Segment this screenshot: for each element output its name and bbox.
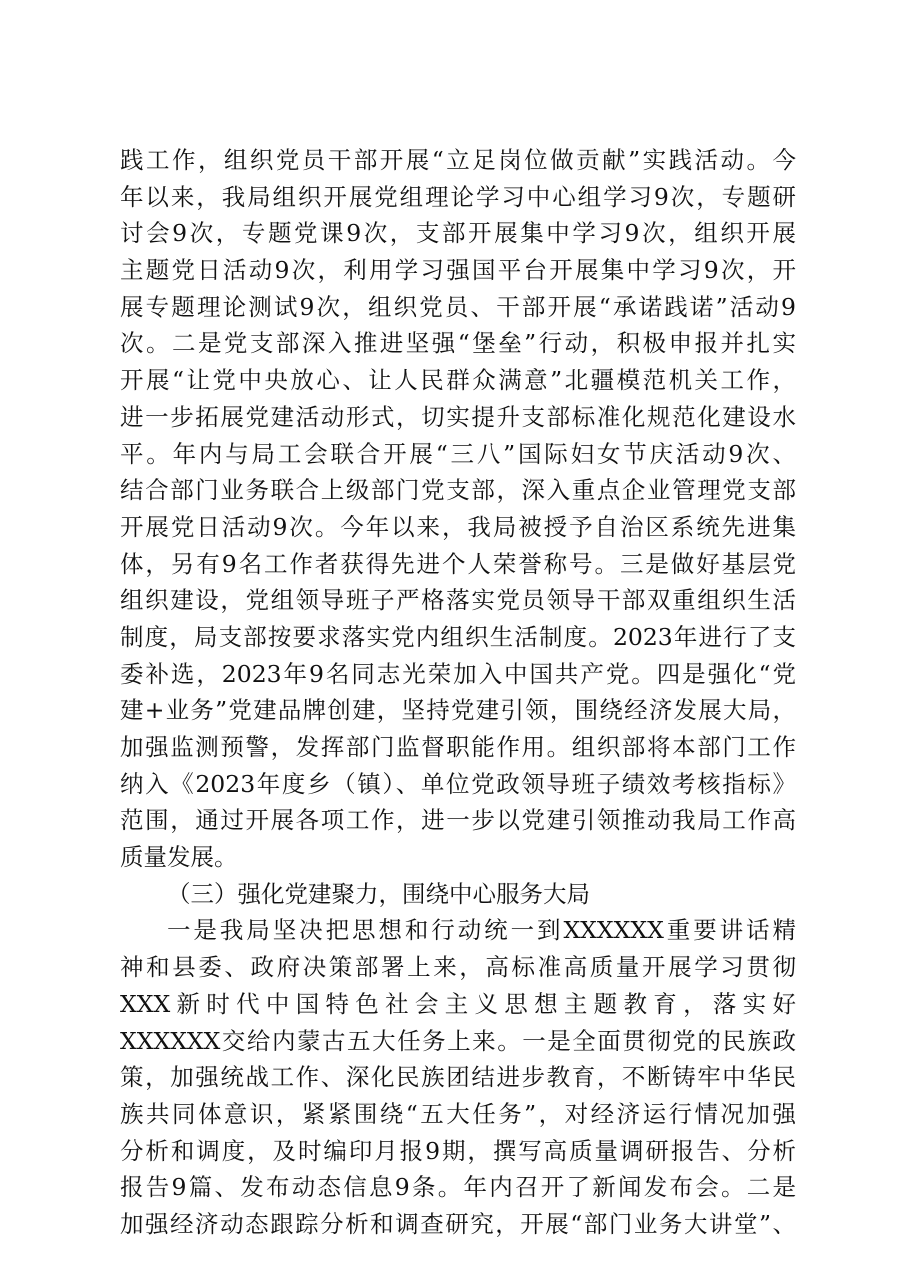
text-line: 践工作，组织党员干部开展“立足岗位做贡献”实践活动。今 (120, 146, 796, 174)
text-line: 神和县委、政府决策部署上来，高标准高质量开展学习贯彻 (120, 953, 796, 982)
text-line: 开展“让党中央放心、让人民群众满意”北疆模范机关工作， (120, 366, 796, 395)
text-line: 进一步拓展党建活动形式，切实提升支部标准化规范化建设水 (120, 402, 796, 431)
text-line: 展专题理论测试9次，组织党员、干部开展“承诺践诺”活动9 (120, 292, 796, 321)
text-line: 次。二是党支部深入推进坚强“堡垒”行动，积极申报并扎实 (120, 329, 796, 358)
text-line: 加强经济动态跟踪分析和调查研究，开展“部门业务大讲堂”、 (120, 1209, 796, 1238)
text-line: 建+业务”党建品牌创建，坚持党建引领，围绕经济发展大局， (120, 696, 796, 725)
text-line: 纳入《2023年度乡（镇）、单位党政领导班子绩效考核指标》 (120, 769, 796, 798)
text-line: 平。年内与局工会联合开展“三八”国际妇女节庆活动9次、 (120, 439, 796, 468)
text-line: 报告9篇、发布动态信息9条。年内召开了新闻发布会。二是 (120, 1173, 796, 1202)
text-line: 开展党日活动9次。今年以来，我局被授予自治区系统先进集 (120, 512, 796, 541)
text-line: XXX新时代中国特色社会主义思想主题教育，落实好 (120, 989, 796, 1018)
text-line: 一是我局坚决把思想和行动统一到XXXXXX重要讲话精 (167, 916, 796, 945)
text-line: 分析和调度，及时编印月报9期，撰写高质量调研报告、分析 (120, 1136, 796, 1165)
text-line: 讨会9次，专题党课9次，支部开展集中学习9次，组织开展 (120, 219, 796, 248)
text-line: 委补选，2023年9名同志光荣加入中国共产党。四是强化“党 (120, 659, 796, 688)
text-line: 范围，通过开展各项工作，进一步以党建引领推动我局工作高 (120, 806, 796, 835)
text-line: 制度，局支部按要求落实党内组织生活制度。2023年进行了支 (120, 622, 796, 651)
text-line: 质量发展。 (120, 843, 238, 872)
text-line: 年以来，我局组织开展党组理论学习中心组学习9次，专题研 (120, 182, 796, 211)
section-heading: （三）强化党建聚力，围绕中心服务大局 (167, 879, 590, 908)
text-line: 加强监测预警，发挥部门监督职能作用。组织部将本部门工作 (120, 733, 796, 761)
text-line: XXXXXX交给内蒙古五大任务上来。一是全面贯彻党的民族政 (120, 1026, 796, 1055)
text-line: 主题党日活动9次，利用学习强国平台开展集中学习9次，开 (120, 256, 796, 285)
text-line: 组织建设，党组领导班子严格落实党员领导干部双重组织生活 (120, 586, 796, 615)
text-line: 结合部门业务联合上级部门党支部，深入重点企业管理党支部 (120, 476, 796, 505)
text-line: 策，加强统战工作、深化民族团结进步教育，不断铸牢中华民 (120, 1063, 796, 1092)
text-line: 体，另有9名工作者获得先进个人荣誉称号。三是做好基层党 (120, 549, 796, 578)
document-body (120, 142, 796, 1243)
text-line: 族共同体意识，紧紧围绕“五大任务”，对经济运行情况加强 (120, 1099, 796, 1128)
